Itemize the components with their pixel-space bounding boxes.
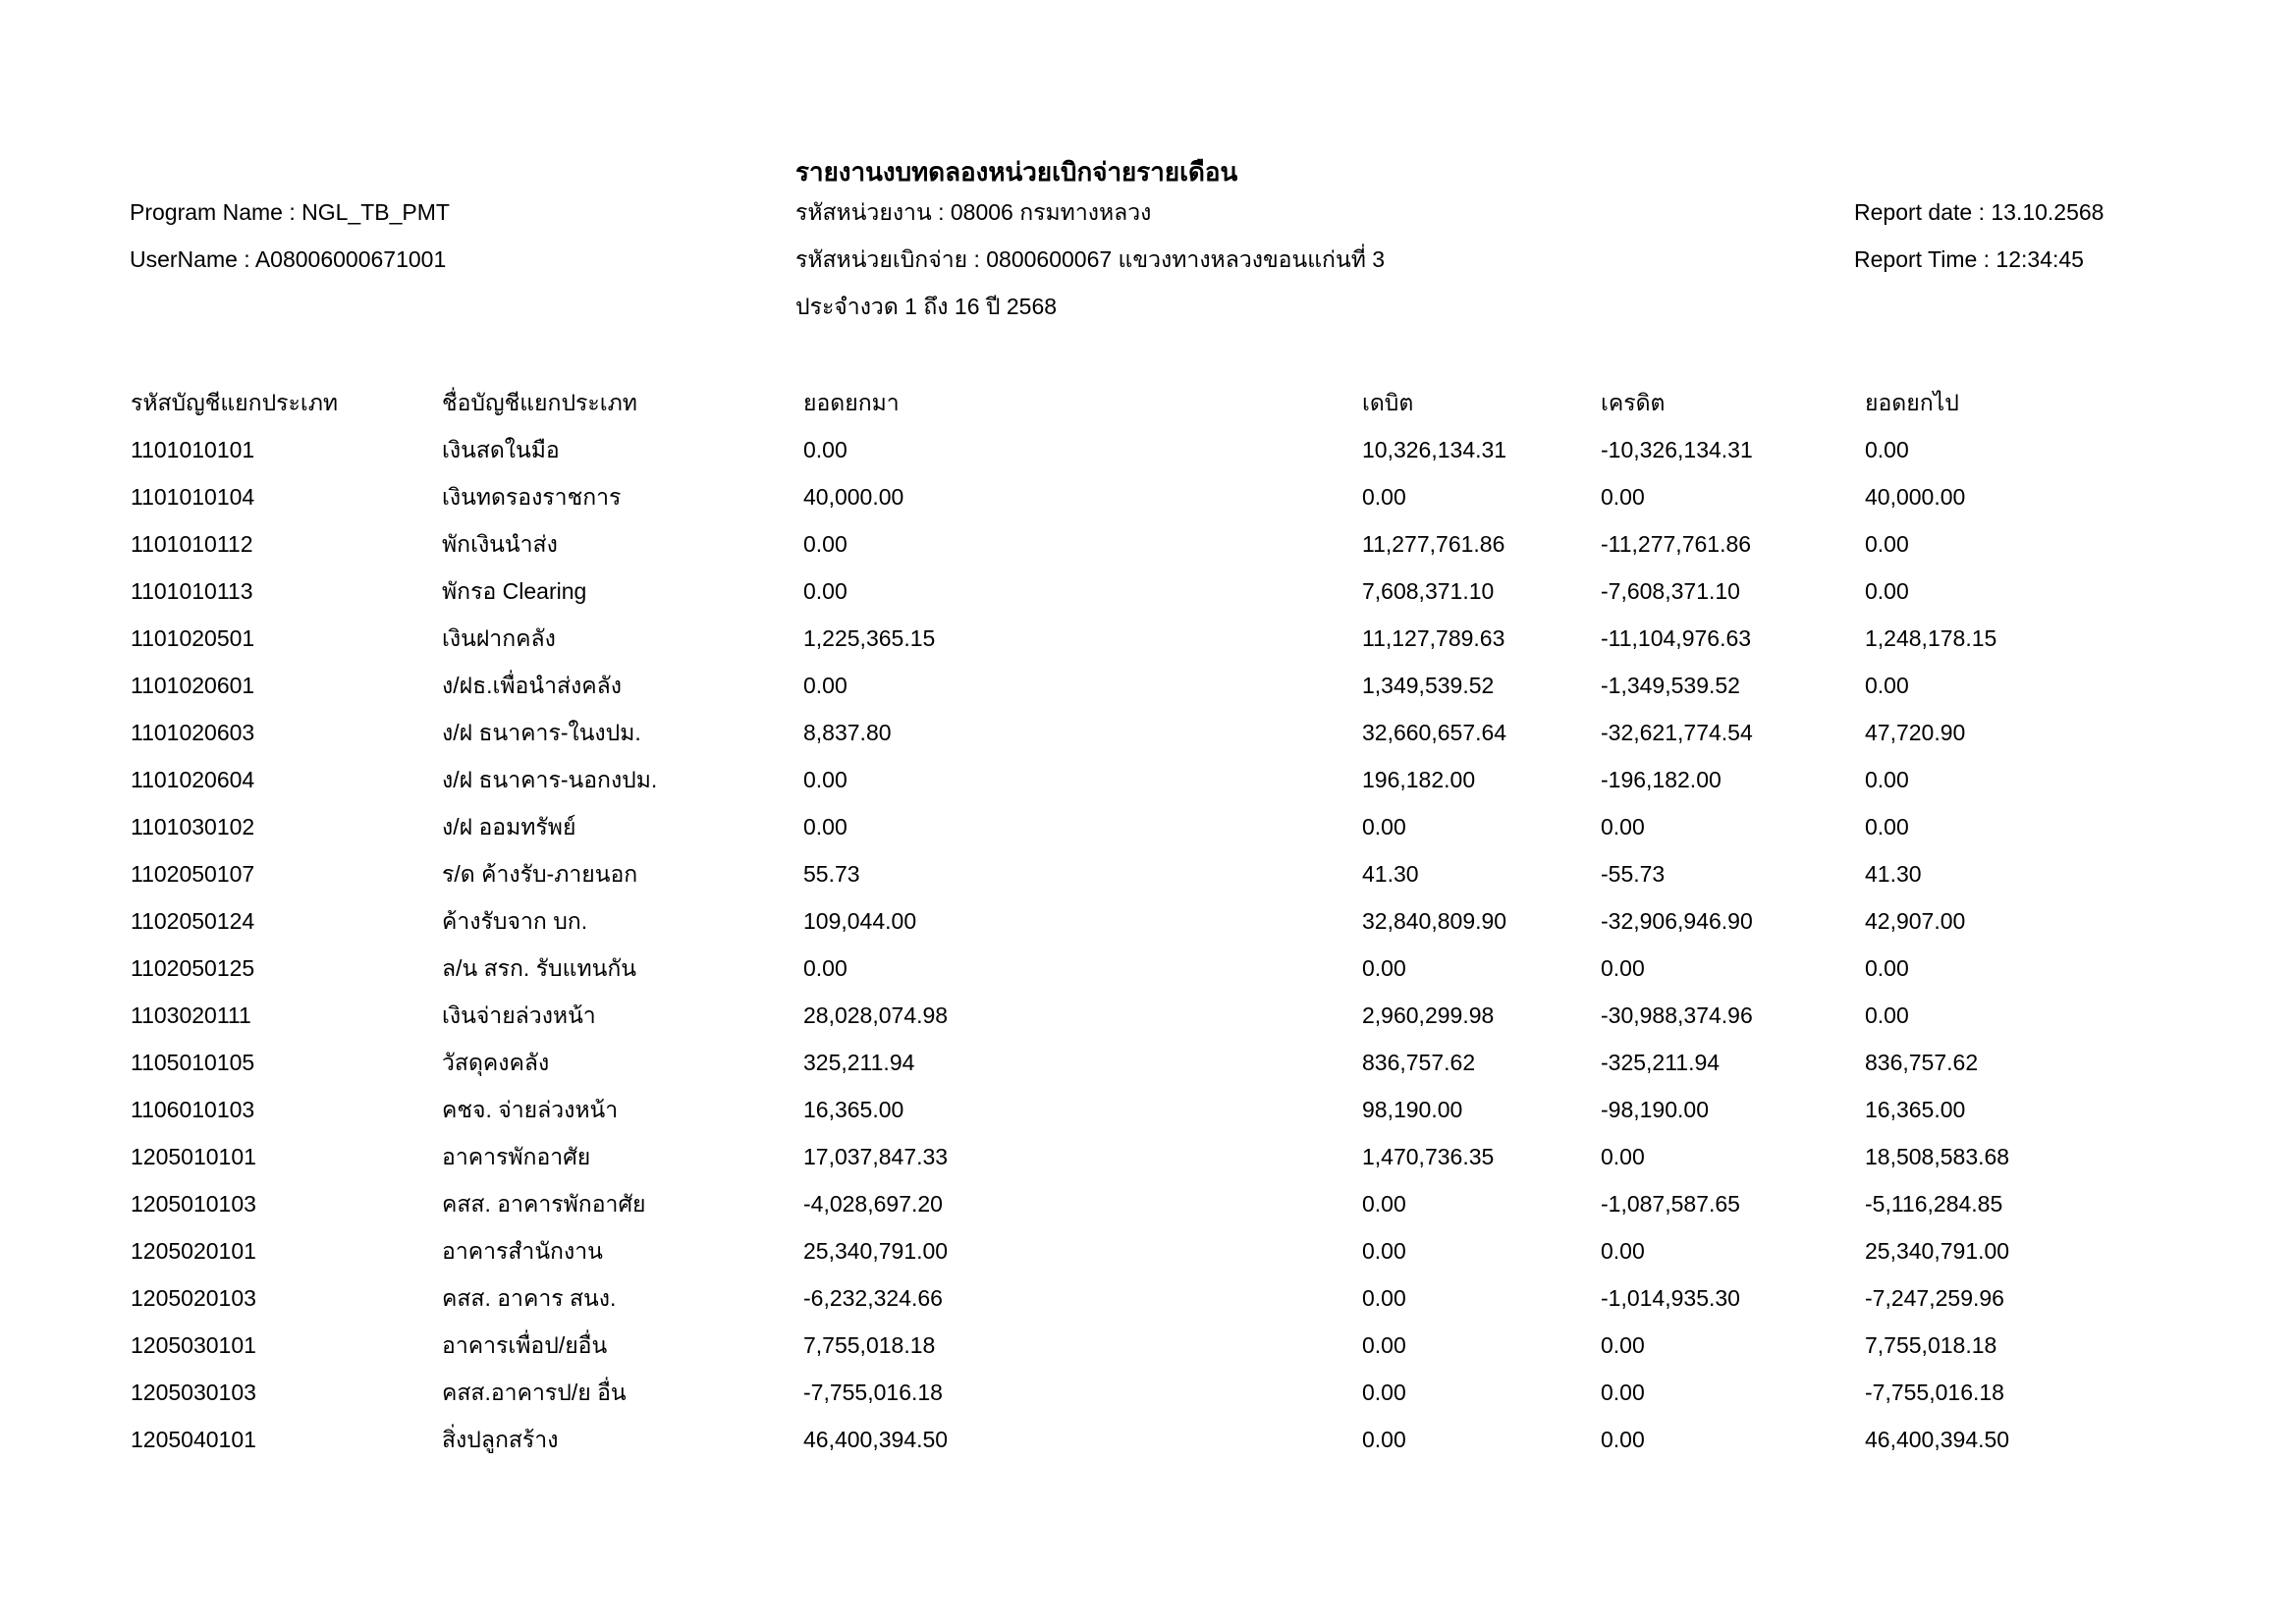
beginning-balance-cell: 1,225,365.15 xyxy=(803,625,936,651)
account-code-cell: 1205010103 xyxy=(131,1191,256,1217)
account-code-cell: 1205010101 xyxy=(131,1144,256,1169)
ending-balance-cell: 47,720.90 xyxy=(1865,720,1966,745)
table-row xyxy=(131,439,2268,486)
beginning-balance-cell: 0.00 xyxy=(803,531,847,557)
credit-column-header: เครดิต xyxy=(1601,390,1666,415)
account-code-cell: 1205030103 xyxy=(131,1380,256,1405)
account-code-cell: 1101020601 xyxy=(131,673,255,698)
credit-cell: -55.73 xyxy=(1601,861,1666,887)
account-name-cell: ง/ฝ ธนาคาร-นอกงปม. xyxy=(442,767,658,792)
table-row xyxy=(131,1287,2268,1334)
account-code-cell: 1102050124 xyxy=(131,908,255,934)
debit-cell: 10,326,134.31 xyxy=(1362,437,1507,462)
table-row xyxy=(131,1099,2268,1146)
report-time: Report Time : 12:34:45 xyxy=(1854,246,2084,272)
table-row xyxy=(131,1146,2268,1193)
header-right xyxy=(1854,201,2104,296)
debit-cell: 0.00 xyxy=(1362,1380,1406,1405)
table-row xyxy=(131,722,2268,769)
account-code-cell: 1101010104 xyxy=(131,484,255,510)
disbursement-unit-code: รหัสหน่วยเบิกจ่าย : 0800600067 แขวงทางหลวงขอนแก่นที่ 3 xyxy=(795,246,1386,272)
beginning-balance-cell: 325,211.94 xyxy=(803,1050,915,1075)
ending-balance-cell: 0.00 xyxy=(1865,955,1909,981)
credit-cell: 0.00 xyxy=(1601,1332,1645,1358)
debit-cell: 0.00 xyxy=(1362,955,1406,981)
debit-cell: 0.00 xyxy=(1362,1238,1406,1264)
debit-cell: 0.00 xyxy=(1362,814,1406,839)
credit-cell: -30,988,374.96 xyxy=(1601,1002,1753,1028)
account-code-cell: 1101010101 xyxy=(131,437,255,462)
account-code-cell: 1205030101 xyxy=(131,1332,256,1358)
account-name-cell: ล/น สรก. รับแทนกัน xyxy=(442,955,637,981)
account-code-cell: 1106010103 xyxy=(131,1097,255,1122)
ending-balance-cell: 46,400,394.50 xyxy=(1865,1427,2010,1452)
debit-cell: 98,190.00 xyxy=(1362,1097,1463,1122)
table-row xyxy=(131,675,2268,722)
period: ประจำงวด 1 ถึง 16 ปี 2568 xyxy=(795,294,1058,319)
account-name-cell: ง/ฝ ออมทรัพย์ xyxy=(442,814,576,839)
table-row xyxy=(131,1429,2268,1476)
table-row xyxy=(131,957,2268,1004)
beginning-balance-cell: 0.00 xyxy=(803,767,847,792)
ending-balance-cell: 25,340,791.00 xyxy=(1865,1238,2010,1264)
account-name-column-header: ชื่อบัญชีแยกประเภท xyxy=(442,390,637,415)
ending-balance-cell: 7,755,018.18 xyxy=(1865,1332,1997,1358)
account-name-cell: ง/ฝธ.เพื่อนำส่งคลัง xyxy=(442,673,622,698)
ending-balance-cell: -7,755,016.18 xyxy=(1865,1380,2004,1405)
account-code-cell: 1101020604 xyxy=(131,767,255,792)
report-title: รายงานงบทดลองหน่วยเบิกจ่ายรายเดือน xyxy=(795,157,1238,187)
debit-cell: 0.00 xyxy=(1362,1427,1406,1452)
debit-cell: 836,757.62 xyxy=(1362,1050,1476,1075)
credit-cell: -1,087,587.65 xyxy=(1601,1191,1740,1217)
table-row xyxy=(131,910,2268,957)
beginning-balance-cell: 16,365.00 xyxy=(803,1097,904,1122)
table-row xyxy=(131,1052,2268,1099)
account-code-column-header: รหัสบัญชีแยกประเภท xyxy=(131,390,339,415)
account-code-cell: 1101010112 xyxy=(131,531,253,557)
credit-cell: -196,182.00 xyxy=(1601,767,1722,792)
credit-cell: -10,326,134.31 xyxy=(1601,437,1753,462)
beginning-balance-cell: 55.73 xyxy=(803,861,860,887)
account-name-cell: เงินฝากคลัง xyxy=(442,625,556,651)
debit-cell: 32,840,809.90 xyxy=(1362,908,1507,934)
account-name-cell: คชจ. จ่ายล่วงหน้า xyxy=(442,1097,619,1122)
header-left xyxy=(130,201,450,296)
ending-balance-column-header: ยอดยกไป xyxy=(1865,390,1959,415)
agency-code: รหัสหน่วยงาน : 08006 กรมทางหลวง xyxy=(795,199,1152,225)
beginning-balance-cell: 0.00 xyxy=(803,955,847,981)
beginning-balance-cell: 8,837.80 xyxy=(803,720,892,745)
table-row xyxy=(131,769,2268,816)
ending-balance-cell: -7,247,259.96 xyxy=(1865,1285,2004,1311)
account-code-cell: 1101020501 xyxy=(131,625,255,651)
account-name-cell: ค้างรับจาก บก. xyxy=(442,908,588,934)
trial-balance-table xyxy=(131,392,2268,1476)
credit-cell: 0.00 xyxy=(1601,814,1645,839)
credit-cell: 0.00 xyxy=(1601,1427,1645,1452)
credit-cell: 0.00 xyxy=(1601,1144,1645,1169)
ending-balance-cell: 0.00 xyxy=(1865,531,1909,557)
table-row xyxy=(131,580,2268,627)
debit-cell: 0.00 xyxy=(1362,1191,1406,1217)
account-name-cell: พักรอ Clearing xyxy=(442,578,587,604)
account-name-cell: ง/ฝ ธนาคาร-ในงปม. xyxy=(442,720,641,745)
debit-cell: 1,470,736.35 xyxy=(1362,1144,1495,1169)
beginning-balance-cell: -4,028,697.20 xyxy=(803,1191,943,1217)
table-header-row xyxy=(131,392,2268,439)
debit-cell: 11,127,789.63 xyxy=(1362,625,1505,651)
beginning-balance-cell: -7,755,016.18 xyxy=(803,1380,943,1405)
ending-balance-cell: 41.30 xyxy=(1865,861,1922,887)
credit-cell: -7,608,371.10 xyxy=(1601,578,1740,604)
ending-balance-cell: 40,000.00 xyxy=(1865,484,1966,510)
account-name-cell: อาคารพักอาศัย xyxy=(442,1144,591,1169)
beginning-balance-cell: 0.00 xyxy=(803,814,847,839)
beginning-balance-cell: 40,000.00 xyxy=(803,484,904,510)
account-code-cell: 1101030102 xyxy=(131,814,255,839)
debit-cell: 0.00 xyxy=(1362,484,1406,510)
debit-cell: 32,660,657.64 xyxy=(1362,720,1507,745)
account-code-cell: 1103020111 xyxy=(131,1002,251,1028)
credit-cell: 0.00 xyxy=(1601,1238,1645,1264)
ending-balance-cell: -5,116,284.85 xyxy=(1865,1191,2003,1217)
account-name-cell: ร/ด ค้างรับ-ภายนอก xyxy=(442,861,638,887)
ending-balance-cell: 0.00 xyxy=(1865,814,1909,839)
beginning-balance-cell: 28,028,074.98 xyxy=(803,1002,949,1028)
header-center xyxy=(795,201,1385,343)
beginning-balance-cell: 7,755,018.18 xyxy=(803,1332,936,1358)
beginning-balance-cell: 109,044.00 xyxy=(803,908,917,934)
credit-cell: -11,277,761.86 xyxy=(1601,531,1752,557)
beginning-balance-cell: 0.00 xyxy=(803,673,847,698)
table-row xyxy=(131,627,2268,675)
account-code-cell: 1102050125 xyxy=(131,955,255,981)
account-name-cell: วัสดุคงคลัง xyxy=(442,1050,550,1075)
ending-balance-cell: 42,907.00 xyxy=(1865,908,1966,934)
beginning-balance-cell: 17,037,847.33 xyxy=(803,1144,949,1169)
beginning-balance-cell: 0.00 xyxy=(803,578,847,604)
debit-cell: 41.30 xyxy=(1362,861,1419,887)
credit-cell: -1,349,539.52 xyxy=(1601,673,1740,698)
account-name-cell: เงินจ่ายล่วงหน้า xyxy=(442,1002,596,1028)
table-row xyxy=(131,816,2268,863)
ending-balance-cell: 0.00 xyxy=(1865,767,1909,792)
beginning-balance-column-header: ยอดยกมา xyxy=(803,390,900,415)
credit-cell: -325,211.94 xyxy=(1601,1050,1721,1075)
ending-balance-cell: 1,248,178.15 xyxy=(1865,625,1997,651)
account-name-cell: สิ่งปลูกสร้าง xyxy=(442,1427,559,1452)
credit-cell: -98,190.00 xyxy=(1601,1097,1709,1122)
ending-balance-cell: 18,508,583.68 xyxy=(1865,1144,2010,1169)
ending-balance-cell: 0.00 xyxy=(1865,578,1909,604)
credit-cell: -32,621,774.54 xyxy=(1601,720,1753,745)
table-row xyxy=(131,1381,2268,1429)
credit-cell: -32,906,946.90 xyxy=(1601,908,1753,934)
account-name-cell: พักเงินนำส่ง xyxy=(442,531,558,557)
table-row xyxy=(131,1004,2268,1052)
table-row xyxy=(131,1240,2268,1287)
debit-column-header: เดบิต xyxy=(1362,390,1414,415)
account-name-cell: อาคารเพื่อป/ยอื่น xyxy=(442,1332,608,1358)
account-code-cell: 1102050107 xyxy=(131,861,255,887)
beginning-balance-cell: -6,232,324.66 xyxy=(803,1285,943,1311)
credit-cell: -11,104,976.63 xyxy=(1601,625,1752,651)
credit-cell: 0.00 xyxy=(1601,1380,1645,1405)
ending-balance-cell: 0.00 xyxy=(1865,437,1909,462)
ending-balance-cell: 16,365.00 xyxy=(1865,1097,1966,1122)
account-code-cell: 1105010105 xyxy=(131,1050,255,1075)
account-name-cell: เงินสดในมือ xyxy=(442,437,560,462)
ending-balance-cell: 0.00 xyxy=(1865,673,1909,698)
table-row xyxy=(131,1334,2268,1381)
debit-cell: 196,182.00 xyxy=(1362,767,1476,792)
debit-cell: 0.00 xyxy=(1362,1285,1406,1311)
table-row xyxy=(131,533,2268,580)
program-name: Program Name : NGL_TB_PMT xyxy=(130,199,450,225)
account-name-cell: คสส.อาคารป/ย อื่น xyxy=(442,1380,627,1405)
user-name: UserName : A08006000671001 xyxy=(130,246,447,272)
account-code-cell: 1205040101 xyxy=(131,1427,256,1452)
debit-cell: 0.00 xyxy=(1362,1332,1406,1358)
beginning-balance-cell: 46,400,394.50 xyxy=(803,1427,949,1452)
account-name-cell: เงินทดรองราชการ xyxy=(442,484,622,510)
table-row xyxy=(131,1193,2268,1240)
credit-cell: 0.00 xyxy=(1601,484,1645,510)
account-code-cell: 1205020103 xyxy=(131,1285,256,1311)
table-body xyxy=(131,439,2268,1476)
account-code-cell: 1101010113 xyxy=(131,578,253,604)
table-row xyxy=(131,863,2268,910)
debit-cell: 11,277,761.86 xyxy=(1362,531,1505,557)
ending-balance-cell: 0.00 xyxy=(1865,1002,1909,1028)
account-name-cell: คสส. อาคาร สนง. xyxy=(442,1285,617,1311)
credit-cell: -1,014,935.30 xyxy=(1601,1285,1740,1311)
account-name-cell: คสส. อาคารพักอาศัย xyxy=(442,1191,646,1217)
account-code-cell: 1101020603 xyxy=(131,720,255,745)
debit-cell: 7,608,371.10 xyxy=(1362,578,1495,604)
account-name-cell: อาคารสำนักงาน xyxy=(442,1238,603,1264)
debit-cell: 2,960,299.98 xyxy=(1362,1002,1495,1028)
ending-balance-cell: 836,757.62 xyxy=(1865,1050,1979,1075)
report-date: Report date : 13.10.2568 xyxy=(1854,199,2105,225)
debit-cell: 1,349,539.52 xyxy=(1362,673,1495,698)
table-row xyxy=(131,486,2268,533)
credit-cell: 0.00 xyxy=(1601,955,1645,981)
beginning-balance-cell: 25,340,791.00 xyxy=(803,1238,949,1264)
account-code-cell: 1205020101 xyxy=(131,1238,256,1264)
beginning-balance-cell: 0.00 xyxy=(803,437,847,462)
